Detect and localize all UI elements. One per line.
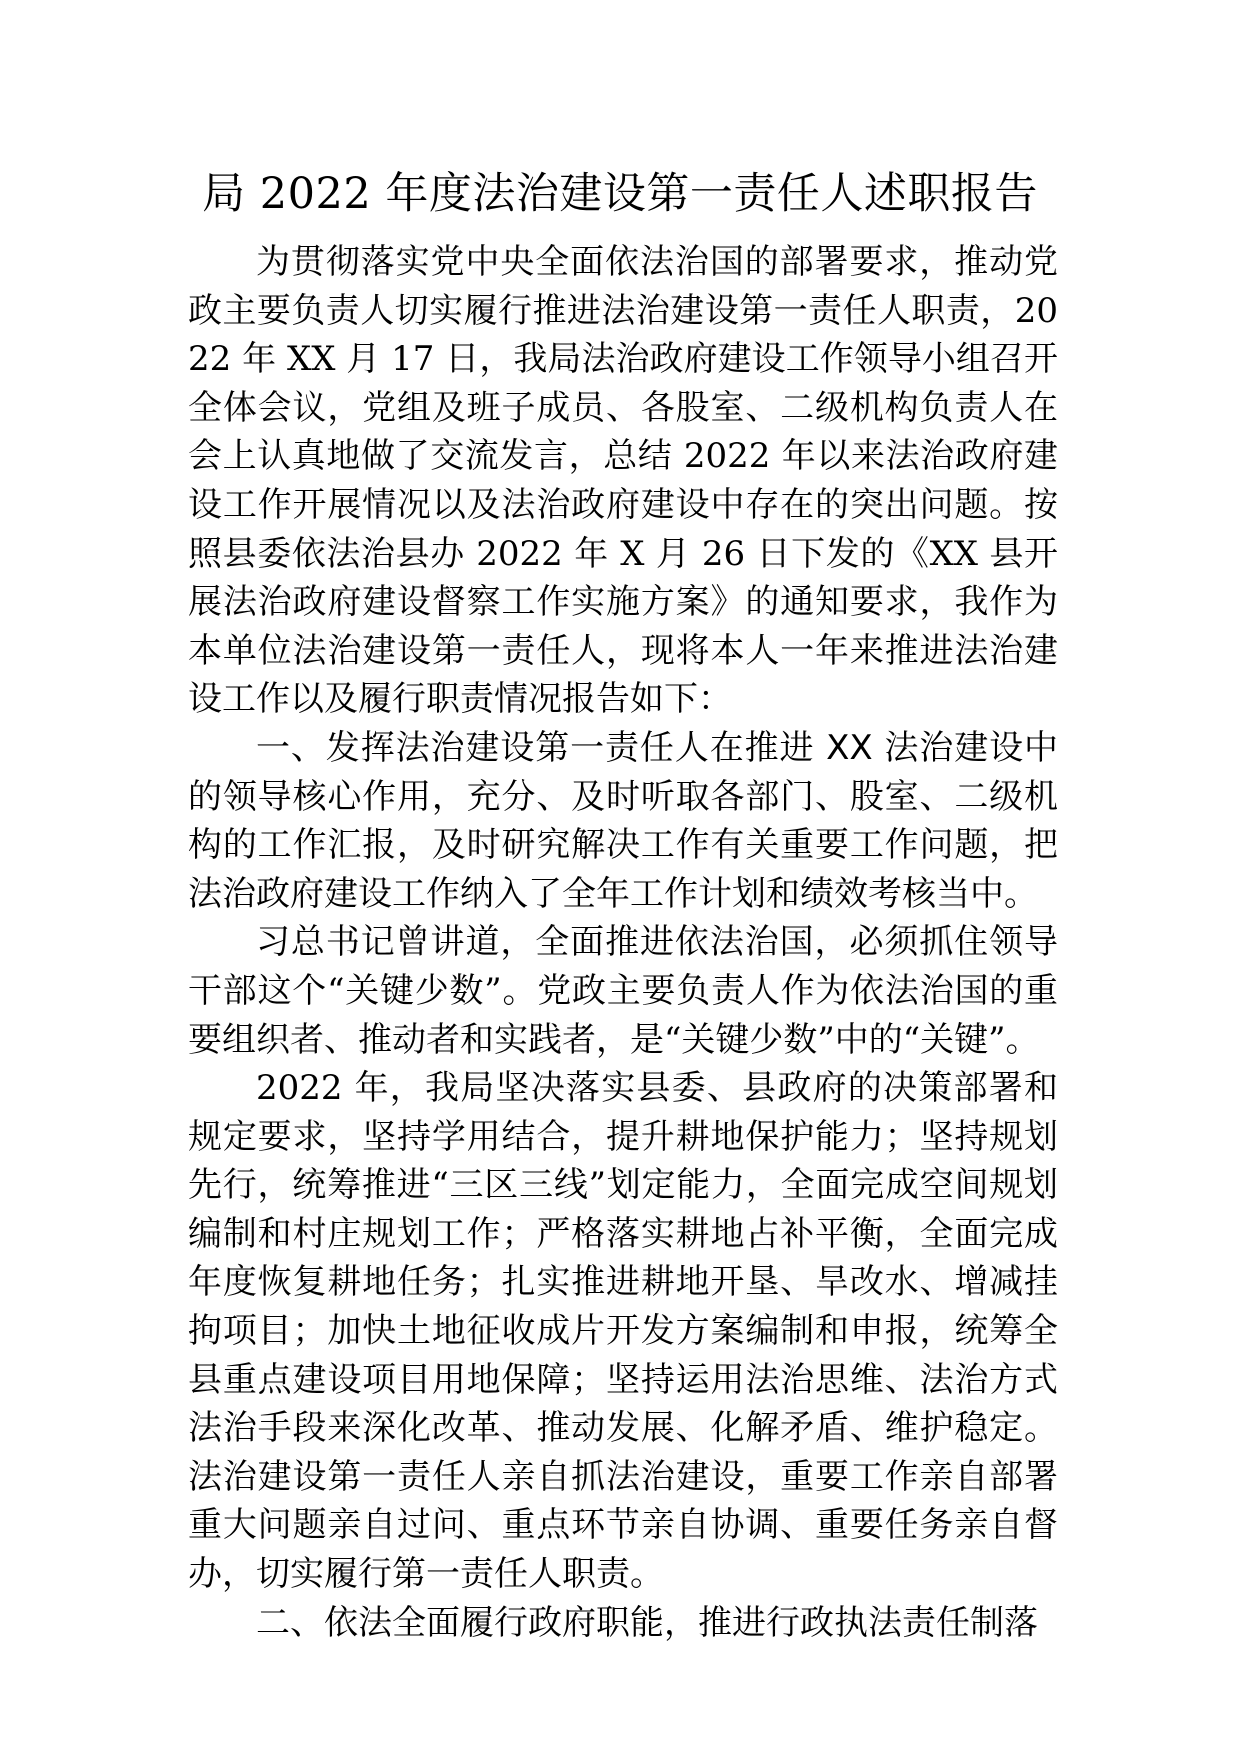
paragraph-2022-work: 2022 年，我局坚决落实县委、县政府的决策部署和规定要求，坚持学用结合，提升耕地保护能力；坚持规划先行，统筹推进“三区三线”划定能力，全面完成空间规划编制和村庄规划工作；严格落实耕地占补平衡，全面完成年度恢复耕地任务；扎实推进耕地开垦、旱改水、增减挂拘项目；加快土地征收成片开发方案编制和申报，统筹全县重点建设项目用地保障；坚持运用法治思维、法治方式法治手段来深化改革、推动发展、化解矛盾、维护稳定。法治建设第一责任人亲自抓法治建设，重要工作亲自部署重大问题亲自过问、重点环节亲自协调、重要任务亲自督办，切实履行第一责任人职责。 <box>188 1068 1058 1595</box>
document-title: 局 2022 年度法治建设第一责任人述职报告 <box>202 169 1038 219</box>
paragraph-intro: 为贯彻落实党中央全面依法治国的部署要求，推动党政主要负责人切实履行推进法治建设第一责任人职责，2022 年 XX 月 17 日，我局法治政府建设工作领导小组召开全体会议，党组及班子成员、各股室、二级机构负责人在会上认真地做了交流发言，总结 2022 年以来法治政府建设工作开展情况以及法治政府建设中存在的突出问题。按照县委依法治县办 2022 年 X 月 26 日下发的《XX 县开展法治政府建设督察工作实施方案》的通知要求，我作为本单位法治建设第一责任人，现将本人一年来推进法治建设工作以及履行职责情况报告如下： <box>188 242 1058 720</box>
section-heading-2: 二、依法全面履行政府职能，推进行政执法责任制落 <box>256 1602 1038 1643</box>
section-heading-1: 一、发挥法治建设第一责任人在推进 XX 法治建设中的领导核心作用，充分、及时听取各部门、股室、二级机构的工作汇报，及时研究解决工作有关重要工作问题，把法治政府建设工作纳入了全年工作计划和绩效考核当中。 <box>188 727 1058 914</box>
document-body <box>188 238 1058 1647</box>
paragraph-key-minority: 习总书记曾讲道，全面推进依法治国，必须抓住领导干部这个“关键少数”。党政主要负责人作为依法治国的重要组织者、推动者和实践者，是“关键少数”中的“关键”。 <box>188 922 1058 1060</box>
